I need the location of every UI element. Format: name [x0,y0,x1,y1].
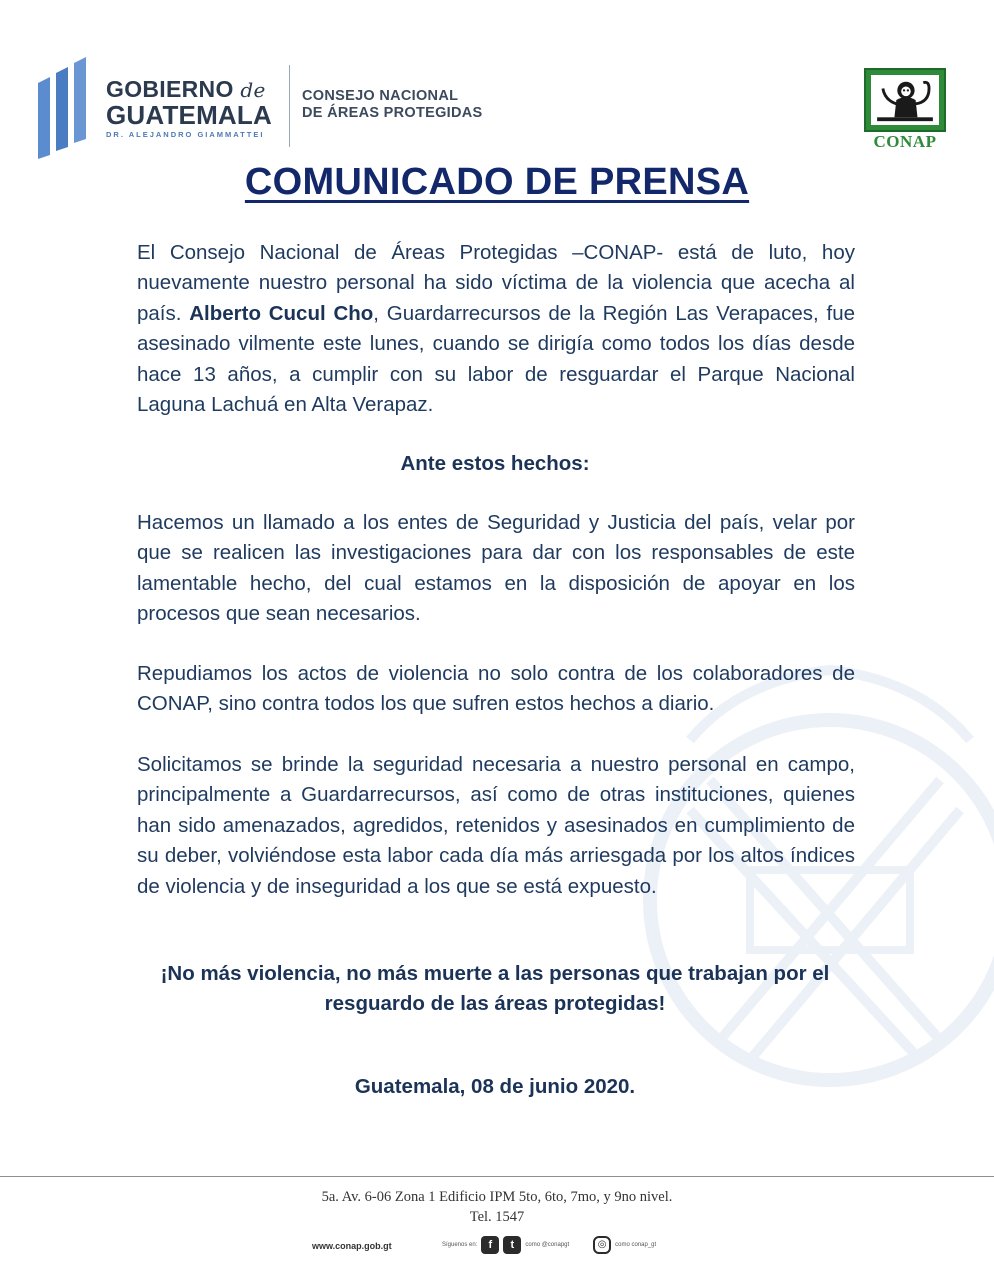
conap-label: CONAP [873,132,937,151]
victim-name: Alberto Cucul Cho [189,301,374,325]
facebook-twitter-handle: como @conapgt [525,1242,570,1248]
gov-line1: GOBIERNO [106,76,234,102]
gov-line2: GUATEMALA [106,100,272,130]
follow-label: Síguenos en: [442,1242,478,1248]
paragraph-repudiation: Repudiamos los actos de violencia no solo contra de los colaboradores de CONAP, sino contra todos los que sufren estos hechos a diario. [137,662,855,716]
instagram-icon[interactable]: ◎ [593,1236,611,1254]
paragraph-request: Solicitamos se brinde la seguridad necesaria a nuestro personal en campo, principalmente a Guardarrecursos, así como de otras instituciones, quienes han sido amenazados, agredidos, retenidos y asesinados en cumplimiento de su deber, volviéndose esta labor cada día más arriesgada por los altos índices de violencia y de inseguridad a los que se está expuesto. [137,753,855,898]
agency-name [302,88,483,122]
page-title [0,161,994,204]
gov-wordmark [106,77,272,139]
subheading: Ante estos hechos: [400,452,590,475]
paragraph-intro [137,238,855,420]
footer-address: 5a. Av. 6-06 Zona 1 Edificio IPM 5to, 6to, 7mo, y 9no nivel. [321,1189,673,1205]
monkey-icon [871,75,939,125]
footer-divider [0,1176,994,1177]
gov-president: DR. ALEJANDRO GIAMMATTEI [106,130,265,139]
agency-line2: DE ÁREAS PROTEGIDAS [302,105,483,121]
twitter-icon[interactable]: t [503,1236,521,1254]
agency-line1: CONSEJO NACIONAL [302,88,459,104]
paragraph-call: Hacemos un llamado a los entes de Seguridad y Justicia del país, velar por que se realicen las investigaciones para dar con los responsables de este lamentable hecho, del cual estamos en la disposición de apoyar en los procesos que sean necesarios. [137,511,855,626]
paragraph-intro-before: El Consejo Nacional de Áreas Protegidas –CONAP- está de luto, hoy nuevamente nuestro personal ha sido víctima de la violencia que acecha al país. [137,241,855,325]
footer-website[interactable]: www.conap.gob.gt [312,1241,392,1251]
gobierno-guatemala-logo [36,55,276,160]
title-text: COMUNICADO DE PRENSA [244,161,750,203]
header-divider [289,65,290,147]
guatemala-bars-icon [36,55,96,160]
footer-address-block [0,1187,994,1227]
conap-emblem [864,68,946,132]
footer-phone: Tel. 1547 [469,1209,525,1225]
closing-statement: ¡No más violencia, no más muerte a las personas que trabajan por el resguardo de las áreas protegidas! [160,962,830,1016]
paragraph-intro-after: , Guardarrecursos de la Región Las Verapaces, fue asesinado vilmente este lunes, cuando se dirigía como todos los días desde hace 13 años, a cumplir con su labor de resguardar el Parque Nacional Laguna Lachuá en Alta Verapaz. [137,301,856,417]
conap-logo [862,68,948,154]
instagram-handle: como conap_gt [615,1242,657,1248]
gov-de: de [240,78,266,102]
footer-social [442,1236,656,1254]
facebook-icon[interactable]: f [481,1236,499,1254]
document-date: Guatemala, 08 de junio 2020. [354,1075,636,1098]
